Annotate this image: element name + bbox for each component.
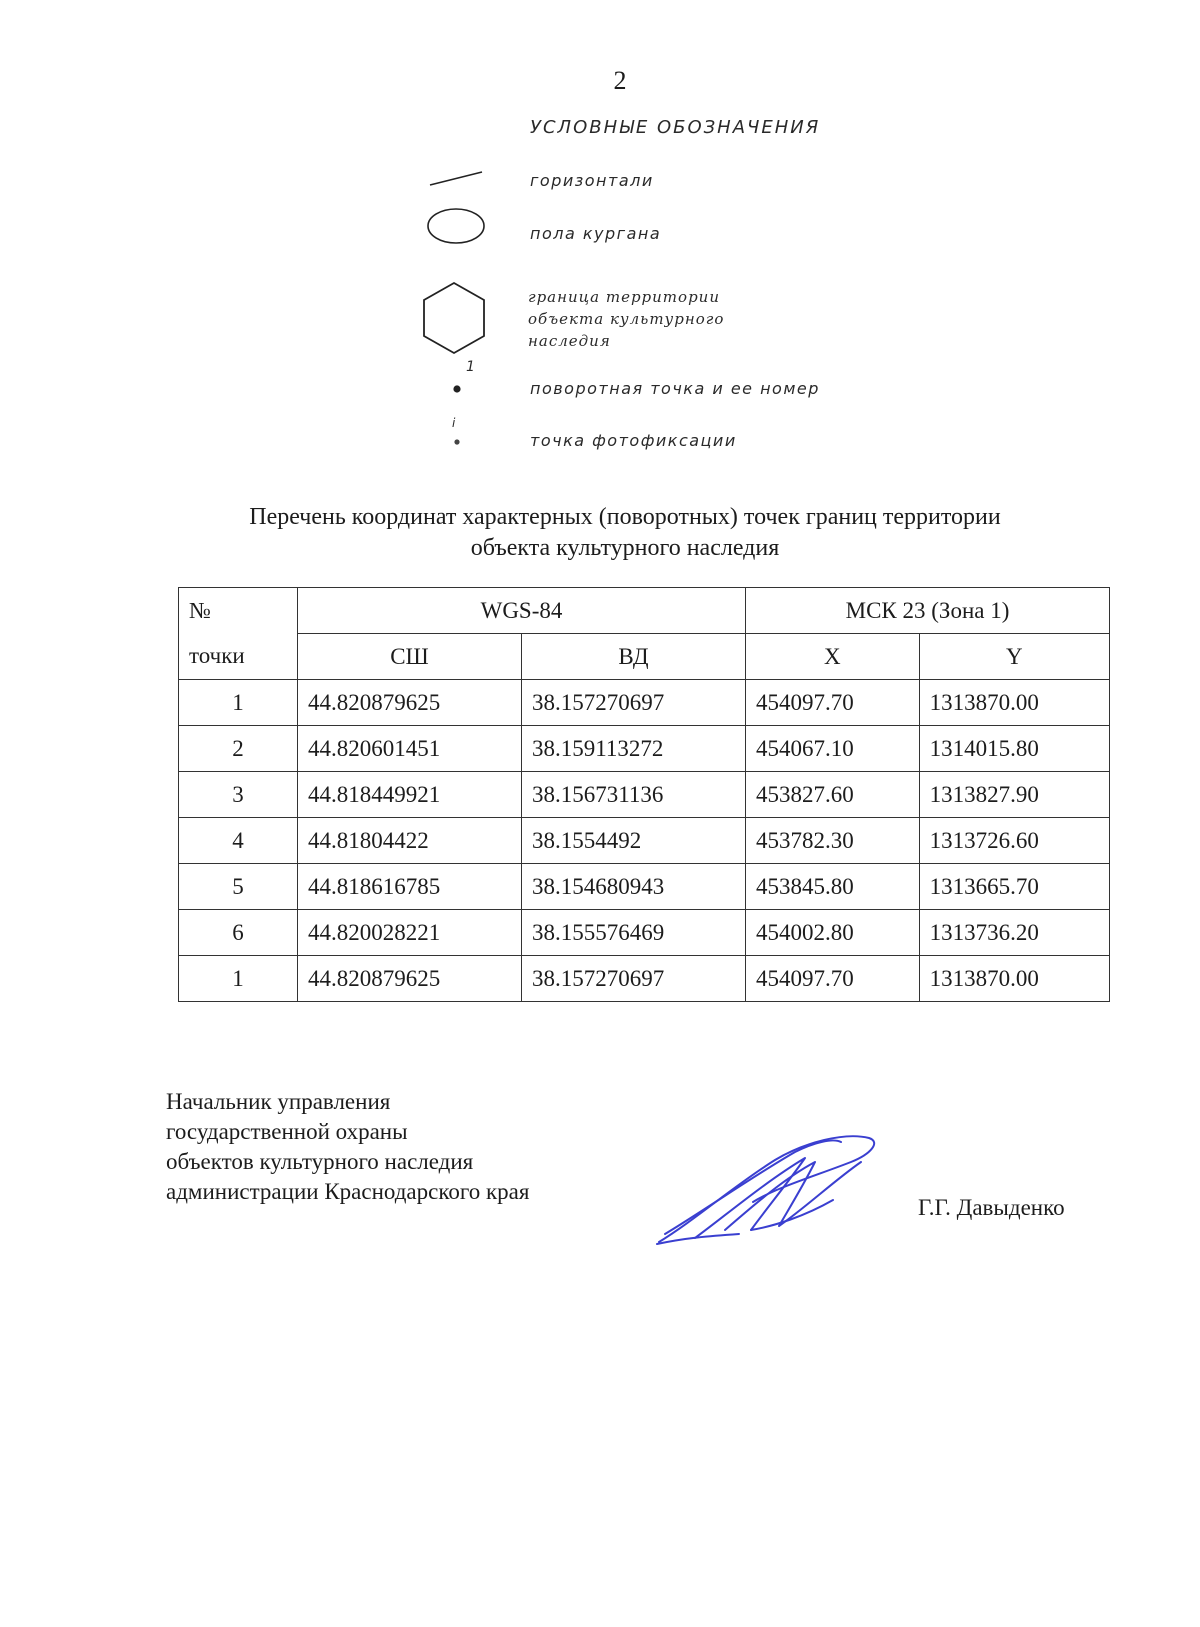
turning-point-number: 1: [466, 359, 477, 375]
x-cell: 454067.10: [746, 726, 920, 772]
y-cell: 1314015.80: [919, 726, 1109, 772]
msk-header: МСК 23 (Зона 1): [746, 588, 1110, 634]
lat-cell: 44.820879625: [298, 956, 522, 1002]
x-header: X: [746, 634, 920, 680]
signer-position: Начальник управления государственной охраны объектов культурного наследия администрации Краснодарского края: [166, 1089, 530, 1204]
handwritten-signature: [655, 1130, 895, 1250]
lat-cell: 44.820028221: [298, 910, 522, 956]
y-cell: 1313870.00: [919, 680, 1109, 726]
point-number: 6: [179, 910, 298, 956]
legend-label-contour: горизонтали: [530, 171, 654, 190]
table-row: [179, 680, 1110, 726]
signer-name: Г.Г. Давыденко: [918, 1195, 1065, 1220]
lat-header: СШ: [298, 634, 522, 680]
y-cell: 1313827.90: [919, 772, 1109, 818]
y-cell: 1313726.60: [919, 818, 1109, 864]
lon-cell: 38.155576469: [522, 910, 746, 956]
table-row: [179, 772, 1110, 818]
coordinates-list-title: Перечень координат характерных (поворотных) точек границ территории объекта культурного наследия: [249, 504, 1001, 561]
legend-label-photo-point: точка фотофиксации: [530, 431, 737, 450]
page-number: 2: [613, 66, 627, 95]
photo-point-icon: [453, 438, 461, 446]
x-cell: 454097.70: [746, 956, 920, 1002]
legend-label-turning-point: поворотная точка и ее номер: [530, 379, 820, 398]
legend-label-boundary: граница территории объекта культурного наследия: [528, 288, 725, 350]
point-number: 5: [179, 864, 298, 910]
lat-cell: 44.81804422: [298, 818, 522, 864]
y-cell: 1313870.00: [919, 956, 1109, 1002]
y-cell: 1313736.20: [919, 910, 1109, 956]
table-row: [179, 956, 1110, 1002]
num-header-top: №: [179, 588, 298, 634]
lon-cell: 38.157270697: [522, 680, 746, 726]
y-cell: 1313665.70: [919, 864, 1109, 910]
x-cell: 454002.80: [746, 910, 920, 956]
table-row: [179, 864, 1110, 910]
point-number: 1: [179, 680, 298, 726]
point-number: 3: [179, 772, 298, 818]
table-row: [179, 726, 1110, 772]
lon-header: ВД: [522, 634, 746, 680]
turning-point-icon: [452, 384, 462, 394]
photo-point-marker: i: [452, 416, 457, 430]
lon-cell: 38.157270697: [522, 956, 746, 1002]
x-cell: 453827.60: [746, 772, 920, 818]
x-cell: 454097.70: [746, 680, 920, 726]
lat-cell: 44.820879625: [298, 680, 522, 726]
contour-line-icon: [428, 168, 488, 188]
lon-cell: 38.156731136: [522, 772, 746, 818]
point-number: 2: [179, 726, 298, 772]
ellipse-icon: [425, 205, 487, 247]
point-number: 1: [179, 956, 298, 1002]
wgs-header: WGS-84: [298, 588, 746, 634]
table-row: [179, 910, 1110, 956]
legend-label-mound: пола кургана: [530, 224, 662, 243]
lat-cell: 44.818449921: [298, 772, 522, 818]
y-header: Y: [919, 634, 1109, 680]
legend-title: УСЛОВНЫЕ ОБОЗНАЧЕНИЯ: [530, 117, 821, 138]
x-cell: 453845.80: [746, 864, 920, 910]
num-header-bottom: точки: [179, 634, 298, 680]
coordinates-table: [178, 587, 1110, 1002]
lat-cell: 44.818616785: [298, 864, 522, 910]
x-cell: 453782.30: [746, 818, 920, 864]
table-row: [179, 818, 1110, 864]
table-header-row: [179, 588, 1110, 634]
table-subheader-row: [179, 634, 1110, 680]
lon-cell: 38.1554492: [522, 818, 746, 864]
lon-cell: 38.154680943: [522, 864, 746, 910]
point-number: 4: [179, 818, 298, 864]
hexagon-icon: [420, 280, 488, 356]
lon-cell: 38.159113272: [522, 726, 746, 772]
lat-cell: 44.820601451: [298, 726, 522, 772]
